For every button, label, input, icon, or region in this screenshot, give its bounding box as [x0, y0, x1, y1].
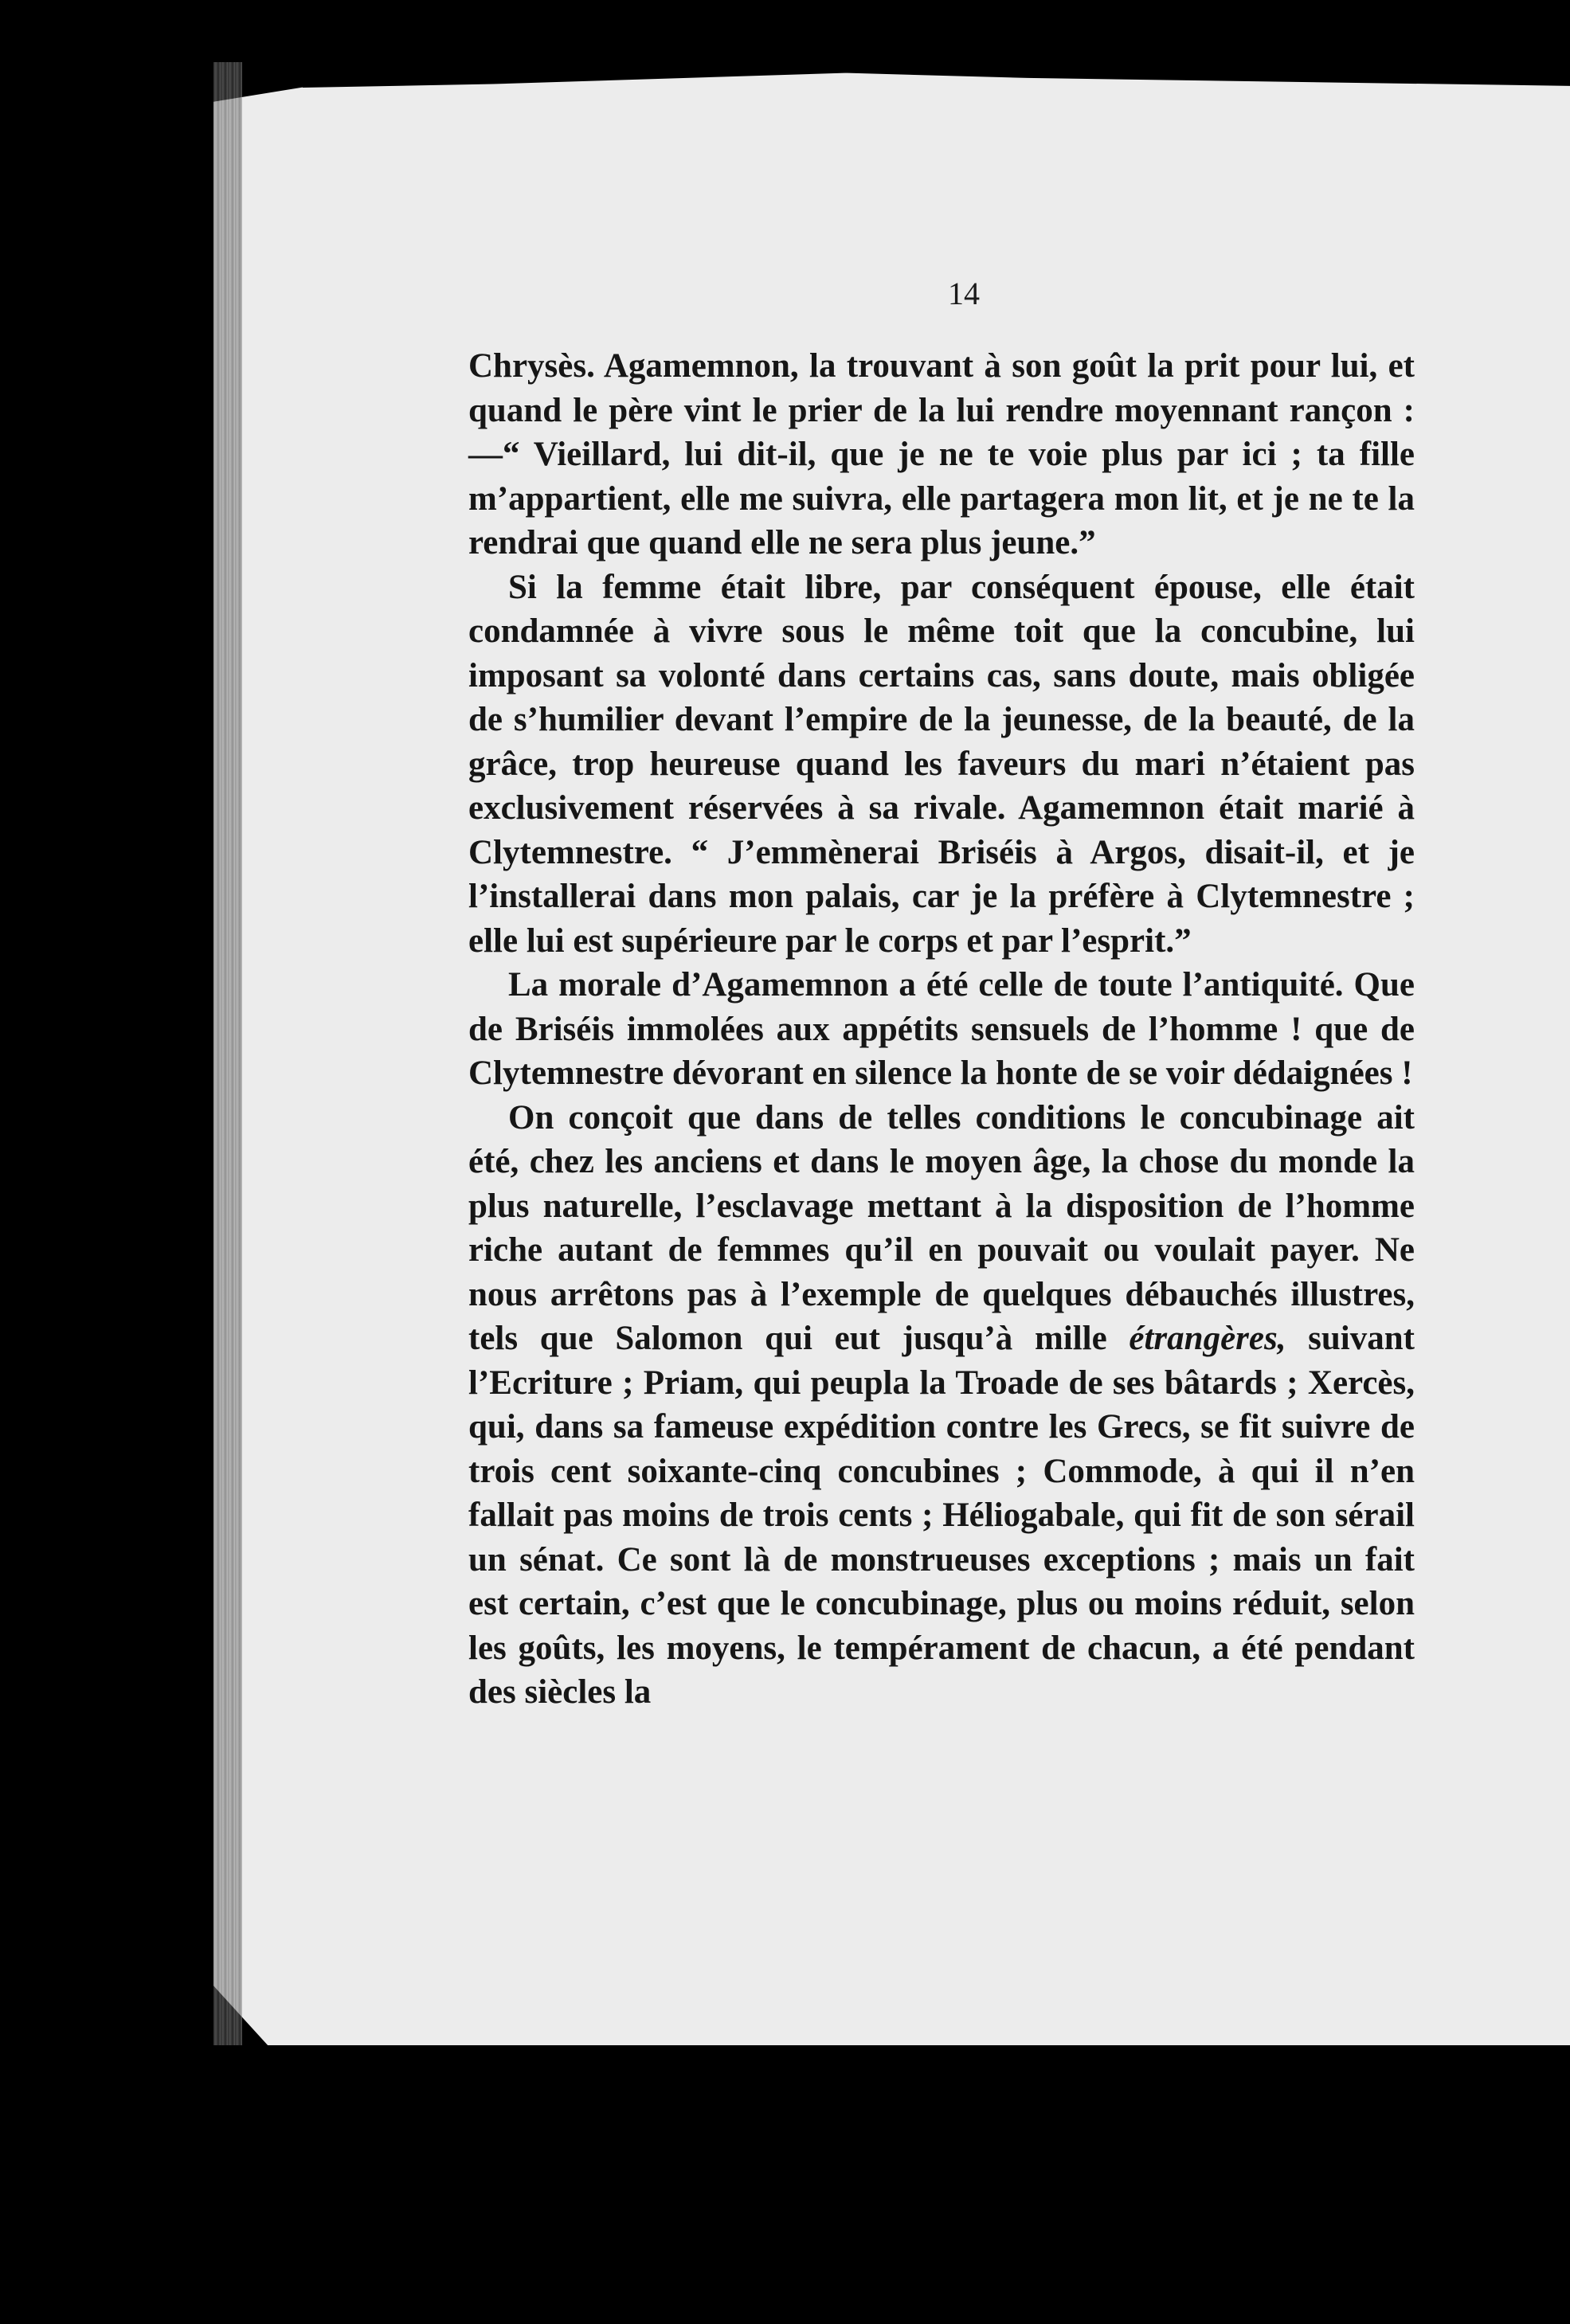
binding-gutter: [213, 62, 242, 2045]
paragraph-4-italic: étrangères,: [1129, 1320, 1286, 1357]
paragraph-2: Si la femme était libre, par conséquent épouse, elle était condamnée à vivre sous le même toit que la concubine, lui imposant sa volonté dans certains cas, sans doute, mais obligée de s’humilier devant l’empire de la jeunesse, de la beauté, de la grâce, trop heureuse quand les faveurs du mari n’étaient pas exclusivement réservées à sa rivale. Agamemnon était marié à Clytemnestre. “ J’emmènerai Briséis à Argos, disait-il, et je l’installerai dans mon palais, car je la préfère à Clytemnestre ; elle lui est supérieure par le corps et par l’esprit.”: [468, 568, 1415, 960]
paragraph-4: [468, 1096, 1415, 1715]
paragraph-4-part-1: On conçoit que dans de telles conditions le concubinage ait été, chez les anciens et dans le moyen âge, la chose du monde la plus naturelle, l’esclavage mettant à la disposition de l’homme riche autant de femmes qu’il en pouvait ou voulait payer. Ne nous arrêtons pas à l’exemple de quelques débauchés illustres, tels que Salomon qui eut jusqu’à mille: [468, 1098, 1415, 1357]
paragraph-4-part-2: suivant l’Ecriture ; Priam, qui peupla la Troade de ses bâtards ; Xercès, qui, dans sa fameuse expédition contre les Grecs, se fit suivre de trois cent soixante-cinq concubines ; Commode, à qui il n’en fallait pas moins de trois cents ; Héliogabale, qui fit de son sérail un sénat. Ce sont là de monstrueuses exceptions ; mais un fait est certain, c’est que le concubinage, plus ou moins réduit, selon les goûts, les moyens, le tempérament de chacun, a été pendant des siècles la: [468, 1320, 1415, 1711]
page-number: 14: [948, 276, 980, 311]
body-text: [468, 344, 1415, 1715]
paragraph-1: Chrysès. Agamemnon, la trouvant à son goût la prit pour lui, et quand le père vint le prier de la lui rendre moyennant rançon :—“ Vieillard, lui dit-il, que je ne te voie plus par ici ; ta fille m’appartient, elle me suivra, elle partagera mon lit, et je ne te la rendrai que quand elle ne sera plus jeune.”: [468, 347, 1415, 561]
paragraph-3: La morale d’Agamemnon a été celle de toute l’antiquité. Que de Briséis immolées aux appétits sensuels de l’homme ! que de Clytemnestre dévorant en silence la honte de se voir dédaignées !: [468, 966, 1415, 1092]
